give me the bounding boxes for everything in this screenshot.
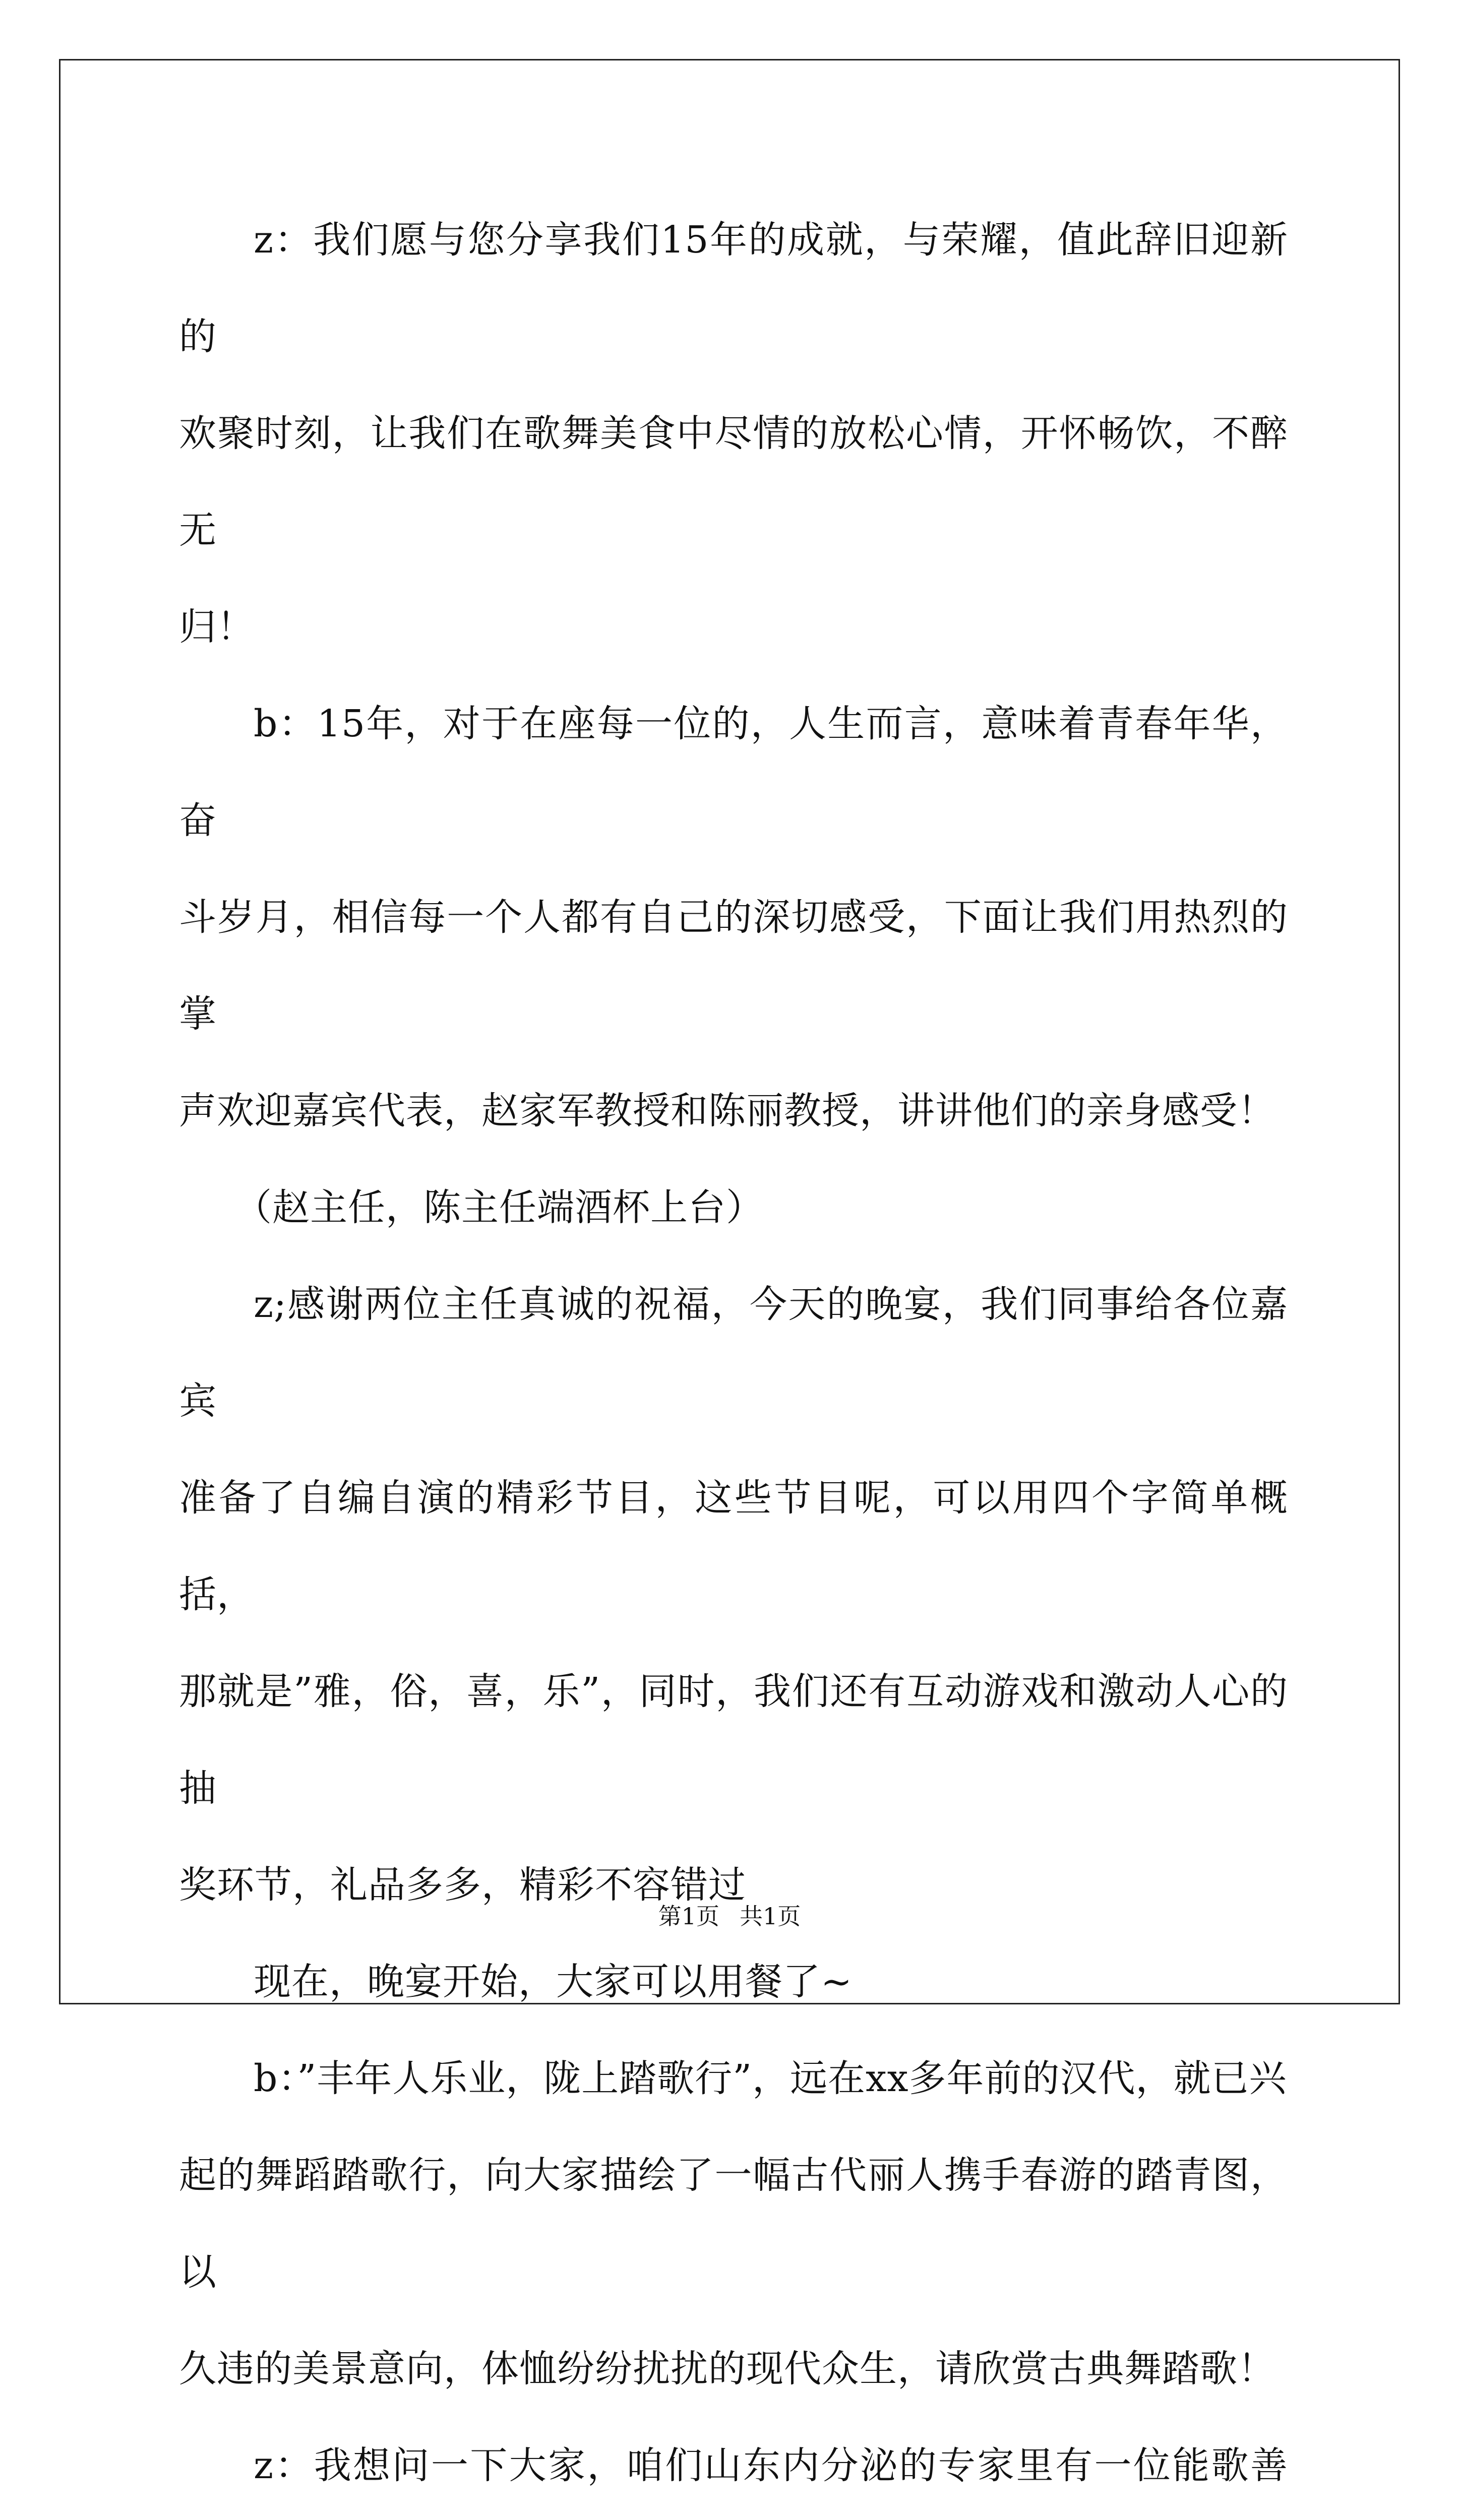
- page-number: 第1页: [658, 1903, 719, 1930]
- text-line: 声欢迎嘉宾代表，赵家军教授和陈丽教授，讲讲他们的亲身感受！: [179, 1089, 1275, 1132]
- text-line: 奖环节，礼品多多，精彩不容错过: [179, 1863, 746, 1907]
- page-total: 共1页: [740, 1903, 801, 1930]
- text-line: 现在，晚宴开始，大家可以用餐了~: [254, 1960, 853, 2003]
- page-footer: [0, 1901, 1459, 1931]
- text-line: b：15年，对于在座每一位的，人生而言，意味着青春年华，奋: [179, 702, 1288, 842]
- paragraph-1: [179, 192, 1288, 675]
- document-body: [179, 192, 1288, 2520]
- text-line: （赵主任，陈主任端酒杯上台）: [234, 1186, 764, 1229]
- text-line: 欢聚时刻，让我们在歌舞美食中尽情的放松心情，开怀畅饮，不醉无: [179, 412, 1288, 552]
- text-line: z;感谢两位主任真诚的祝福，今天的晚宴，我们同事给各位嘉宾: [179, 1283, 1288, 1423]
- text-line: 准备了自编自演的精彩节目，这些节目呢，可以用四个字简单概括，: [179, 1476, 1288, 1616]
- text-line: z：我想问一下大家，咱们山东内分泌的专家里有一位能歌善: [254, 2444, 1288, 2487]
- paragraph-6: [179, 2030, 1288, 2417]
- text-line: z：我们愿与您分享我们15年的成就，与荣耀，值此辞旧迎新的: [179, 218, 1288, 358]
- text-line: 斗岁月，相信每一个人都有自己的深切感受，下面让我们用热烈的掌: [179, 896, 1288, 1036]
- paragraph-5: [179, 1933, 1288, 2030]
- paragraph-4: [179, 1256, 1288, 1933]
- paragraph-3: [179, 1159, 1288, 1256]
- paragraph-2: [179, 675, 1288, 1159]
- paragraph-7: [179, 2417, 1288, 2520]
- text-line: 起的舞蹈踏歌行，向大家描绘了一幅古代丽人携手春游的踏青图，以: [179, 2154, 1288, 2294]
- text-line: 那就是”雅，俗，喜，乐”，同时，我们还有互动游戏和激动人心的抽: [179, 1670, 1288, 1810]
- text-line: 归！: [179, 605, 255, 649]
- text-line: b：”丰年人乐业，陇上踏歌行”，远在xx多年前的汉代，就已兴: [254, 2057, 1287, 2100]
- text-line: 久违的美景意向，体恤纷纷扰扰的现代众生，请欣赏古典舞踏歌！: [179, 2347, 1275, 2390]
